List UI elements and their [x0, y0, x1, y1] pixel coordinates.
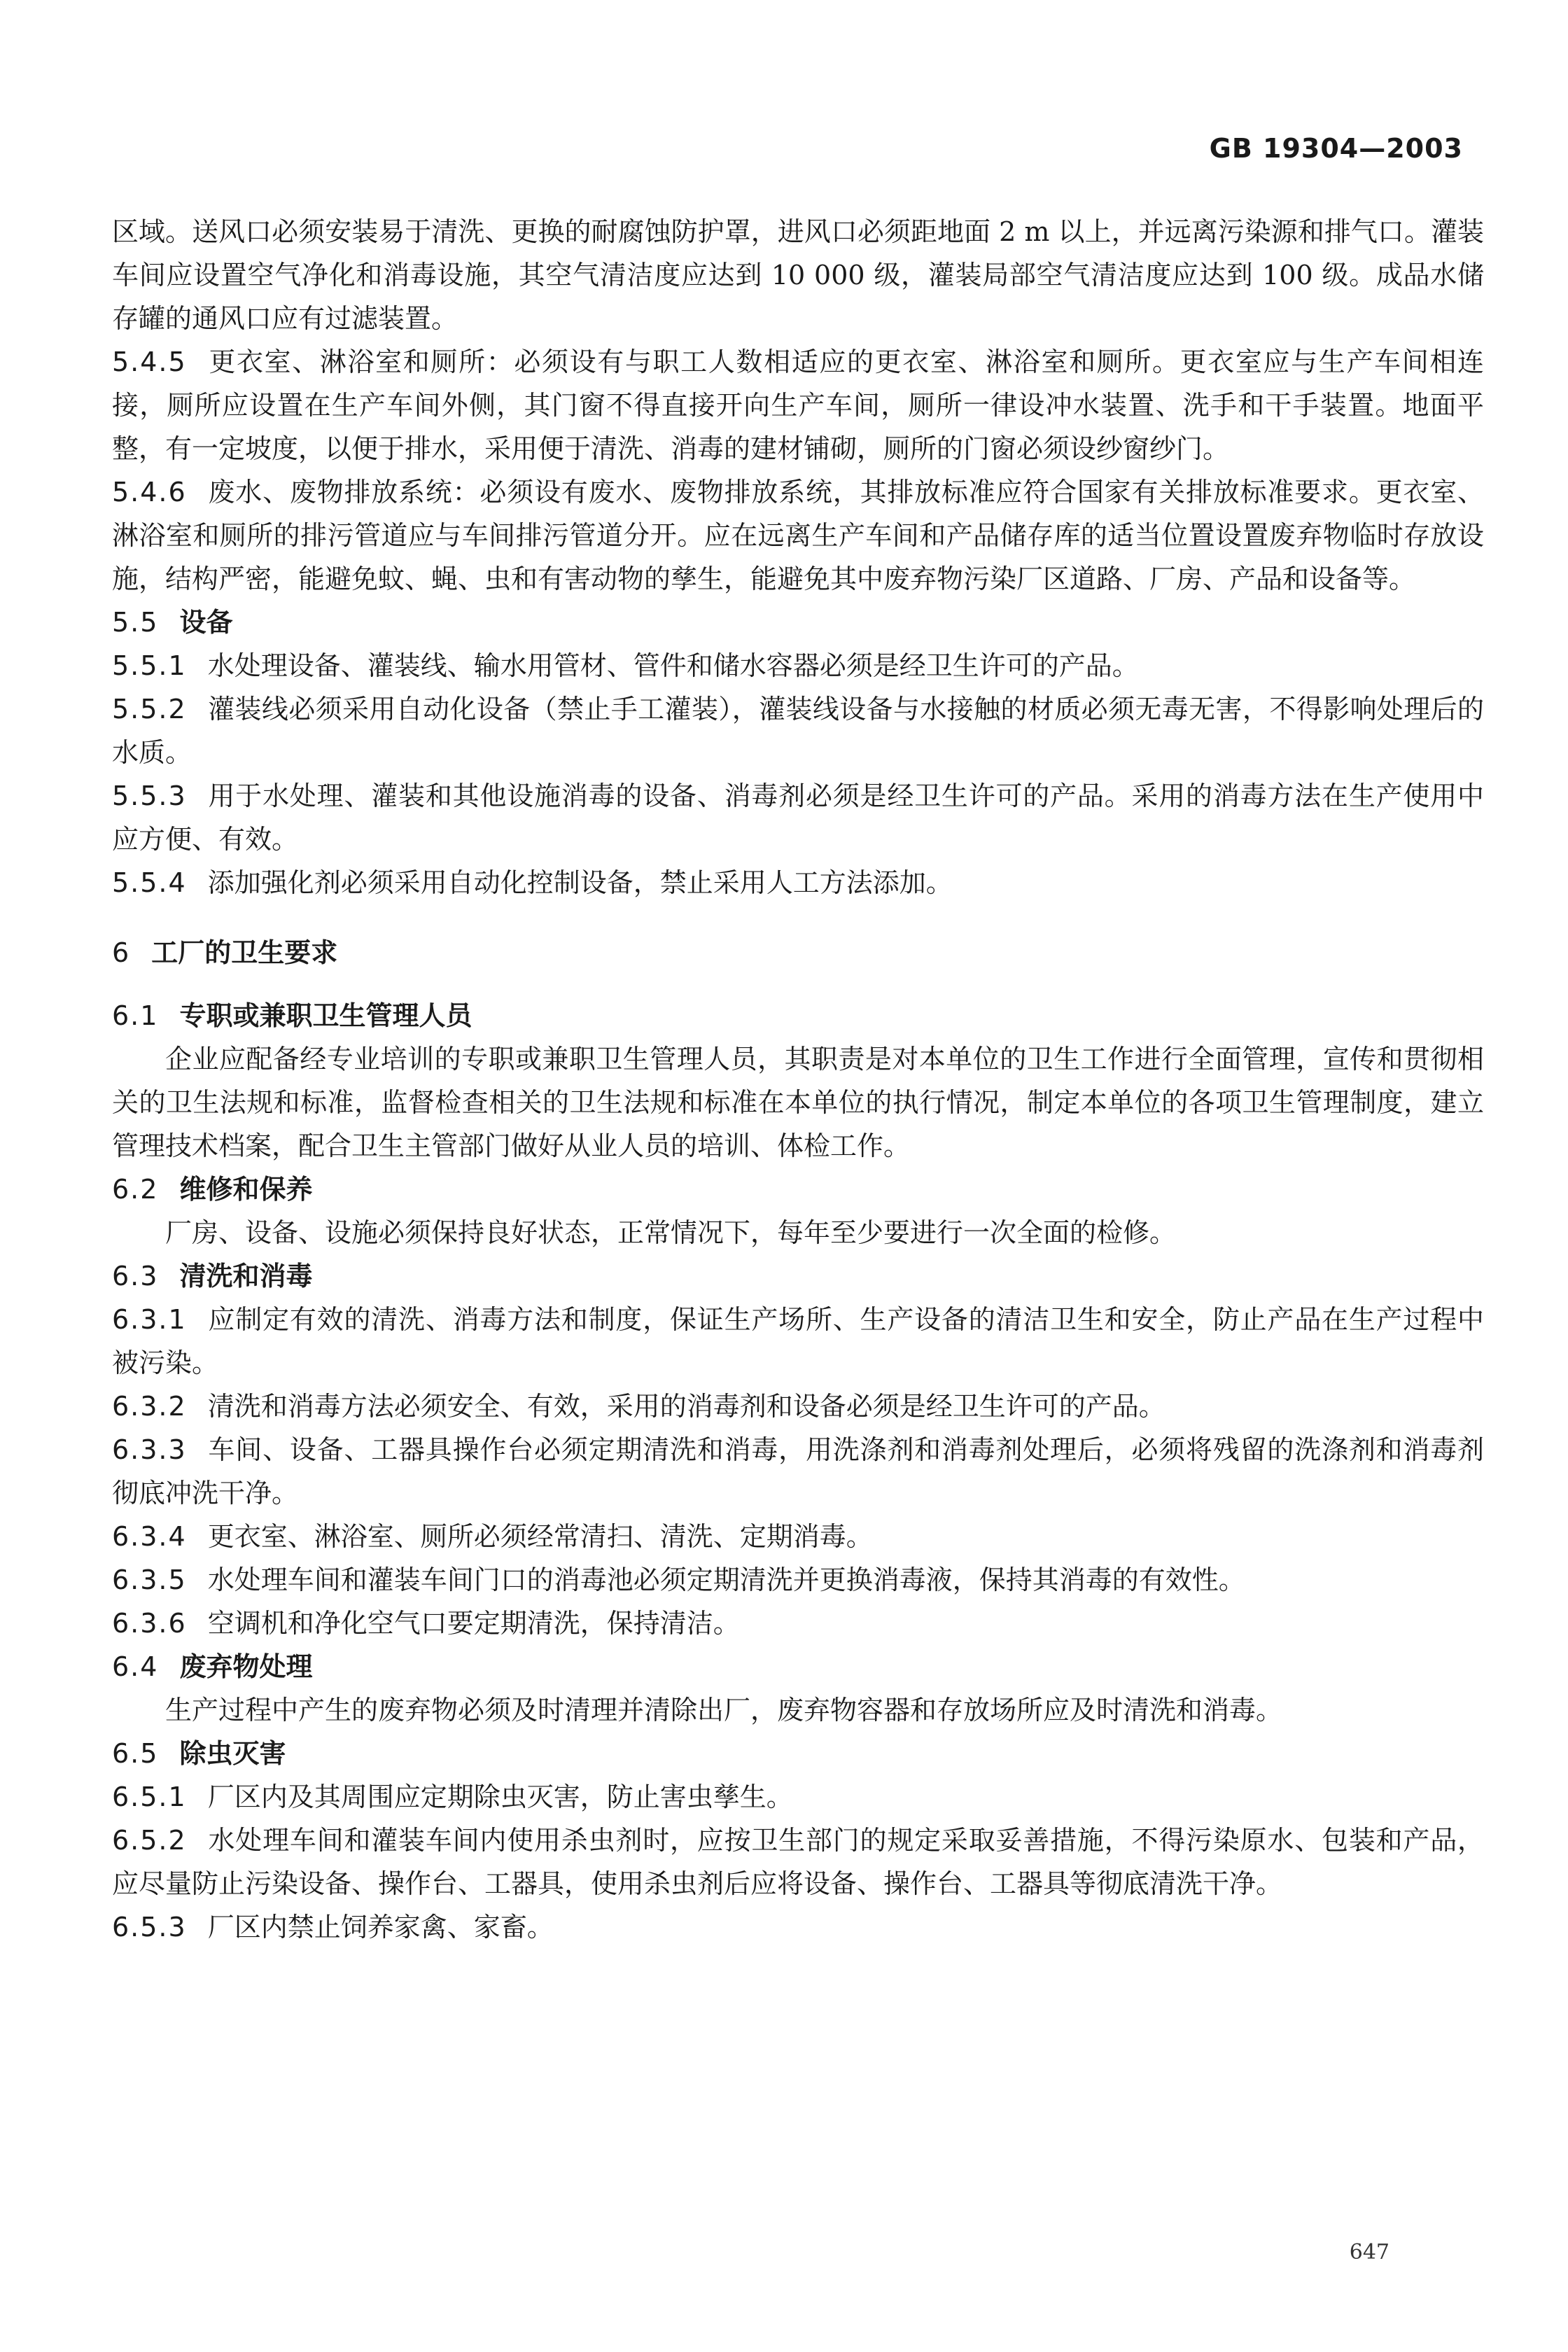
section-number: 6.2	[112, 1174, 159, 1205]
section-title: 清洗和消毒	[179, 1261, 313, 1292]
clause-paragraph	[112, 1515, 1484, 1558]
section-number: 6	[112, 937, 131, 968]
section-number: 6.3	[112, 1261, 159, 1292]
clause-number: 5.5.3	[112, 780, 187, 811]
section-title: 除虫灭害	[179, 1738, 286, 1769]
clause-text: 生产过程中产生的废弃物必须及时清理并清除出厂，废弃物容器和存放场所应及时清洗和消毒。	[165, 1695, 1283, 1726]
section-heading	[112, 1168, 1484, 1211]
clause-text: 区域。送风口必须安装易于清洗、更换的耐腐蚀防护罩，进风口必须距地面 2 m 以上，并远离污染源和排气口。灌装车间应设置空气净化和消毒设施，其空气清洁度应达到 10 000 级，灌装局部空气清洁度应达到 100 级。成品水储存罐的通风口应有过滤装置。	[112, 216, 1484, 334]
clause-number: 6.3.2	[112, 1391, 187, 1422]
clause-text: 水处理车间和灌装车间内使用杀虫剂时，应按卫生部门的规定采取妥善措施，不得污染原水、包装和产品，应尽量防止污染设备、操作台、工器具，使用杀虫剂后应将设备、操作台、工器具等彻底清洗干净。	[112, 1825, 1484, 1899]
clause-paragraph	[112, 644, 1484, 687]
clause-paragraph	[112, 470, 1484, 601]
clause-paragraph	[112, 1905, 1484, 1949]
clause-number: 6.3.6	[112, 1608, 187, 1639]
section-number: 5.5	[112, 607, 159, 638]
clause-number: 6.5.2	[112, 1825, 187, 1856]
section-title: 维修和保养	[179, 1174, 313, 1205]
section-heading	[112, 601, 1484, 644]
section-heading	[112, 1645, 1484, 1688]
clause-number: 5.5.2	[112, 694, 187, 724]
page-number: 647	[1349, 2240, 1390, 2264]
clause-text: 用于水处理、灌装和其他设施消毒的设备、消毒剂必须是经卫生许可的产品。采用的消毒方法在生产使用中应方便、有效。	[112, 780, 1484, 855]
section-title: 废弃物处理	[179, 1651, 313, 1682]
clause-number: 6.3.4	[112, 1521, 187, 1552]
clause-paragraph	[112, 1819, 1484, 1905]
clause-number: 6.5.3	[112, 1912, 187, 1942]
clause-number: 5.4.6	[112, 477, 187, 507]
clause-number: 6.5.1	[112, 1782, 187, 1812]
clause-number: 5.5.4	[112, 867, 187, 898]
clause-paragraph	[112, 1602, 1484, 1645]
clause-text: 空调机和净化空气口要定期清洗，保持清洁。	[207, 1608, 740, 1639]
clause-paragraph	[112, 861, 1484, 904]
clause-text: 应制定有效的清洗、消毒方法和制度，保证生产场所、生产设备的清洁卫生和安全，防止产品在生产过程中被污染。	[112, 1304, 1484, 1378]
clause-paragraph	[112, 1775, 1484, 1819]
clause-text: 厂房、设备、设施必须保持良好状态，正常情况下，每年至少要进行一次全面的检修。	[165, 1217, 1177, 1248]
clause-text: 清洗和消毒方法必须安全、有效，采用的消毒剂和设备必须是经卫生许可的产品。	[207, 1391, 1166, 1422]
section-heading	[112, 1254, 1484, 1298]
clause-text: 车间、设备、工器具操作台必须定期清洗和消毒，用洗涤剂和消毒剂处理后，必须将残留的洗涤剂和消毒剂彻底冲洗干净。	[112, 1434, 1484, 1508]
section-heading	[112, 1732, 1484, 1775]
clause-paragraph	[112, 340, 1484, 470]
clause-number: 6.3.5	[112, 1564, 187, 1595]
clause-text: 企业应配备经专业培训的专职或兼职卫生管理人员，其职责是对本单位的卫生工作进行全面管理，宣传和贯彻相关的卫生法规和标准，监督检查相关的卫生法规和标准在本单位的执行情况，制定本单位的各项卫生管理制度，建立管理技术档案，配合卫生主管部门做好从业人员的培训、体检工作。	[112, 1044, 1484, 1161]
clause-text: 厂区内禁止饲养家禽、家畜。	[207, 1912, 554, 1942]
clause-paragraph	[112, 1298, 1484, 1385]
document-body	[112, 210, 1484, 1949]
clause-text: 更衣室、淋浴室和厕所：必须设有与职工人数相适应的更衣室、淋浴室和厕所。更衣室应与生产车间相连接，厕所应设置在生产车间外侧，其门窗不得直接开向生产车间，厕所一律设冲水装置、洗手和干手装置。地面平整，有一定坡度，以便于排水，采用便于清洗、消毒的建材铺砌，厕所的门窗必须设纱窗纱门。	[112, 346, 1484, 464]
clause-paragraph	[112, 1211, 1484, 1254]
section-title: 设备	[179, 607, 233, 638]
clause-text: 水处理设备、灌装线、输水用管材、管件和储水容器必须是经卫生许可的产品。	[207, 650, 1139, 681]
clause-number: 5.5.1	[112, 650, 187, 681]
clause-paragraph	[112, 1037, 1484, 1168]
section-number: 6.1	[112, 1000, 159, 1031]
clause-number: 6.3.1	[112, 1304, 187, 1335]
section-title: 工厂的卫生要求	[151, 937, 338, 968]
clause-paragraph	[112, 1558, 1484, 1602]
clause-paragraph	[112, 1385, 1484, 1428]
clause-text: 厂区内及其周围应定期除虫灭害，防止害虫孳生。	[207, 1782, 793, 1812]
clause-text: 更衣室、淋浴室、厕所必须经常清扫、清洗、定期消毒。	[207, 1521, 873, 1552]
clause-paragraph	[112, 1688, 1484, 1732]
section-number: 6.4	[112, 1651, 159, 1682]
clause-text: 水处理车间和灌装车间门口的消毒池必须定期清洗并更换消毒液，保持其消毒的有效性。	[207, 1564, 1245, 1595]
section-heading	[112, 994, 1484, 1037]
clause-paragraph	[112, 1428, 1484, 1515]
clause-paragraph	[112, 210, 1484, 340]
document-id: GB 19304—2003	[1209, 133, 1463, 164]
clause-number: 6.3.3	[112, 1434, 187, 1465]
clause-number: 5.4.5	[112, 346, 187, 377]
clause-text: 灌装线必须采用自动化设备（禁止手工灌装），灌装线设备与水接触的材质必须无毒无害，不得影响处理后的水质。	[112, 694, 1484, 768]
clause-paragraph	[112, 687, 1484, 774]
clause-text: 添加强化剂必须采用自动化控制设备，禁止采用人工方法添加。	[207, 867, 953, 898]
clause-paragraph	[112, 774, 1484, 861]
section-title: 专职或兼职卫生管理人员	[179, 1000, 472, 1031]
section-number: 6.5	[112, 1738, 159, 1769]
section-heading	[112, 931, 1484, 974]
clause-text: 废水、废物排放系统：必须设有废水、废物排放系统，其排放标准应符合国家有关排放标准要求。更衣室、淋浴室和厕所的排污管道应与车间排污管道分开。应在远离生产车间和产品储存库的适当位置设置废弃物临时存放设施，结构严密，能避免蚊、蝇、虫和有害动物的孳生，能避免其中废弃物污染厂区道路、厂房、产品和设备等。	[112, 477, 1484, 594]
